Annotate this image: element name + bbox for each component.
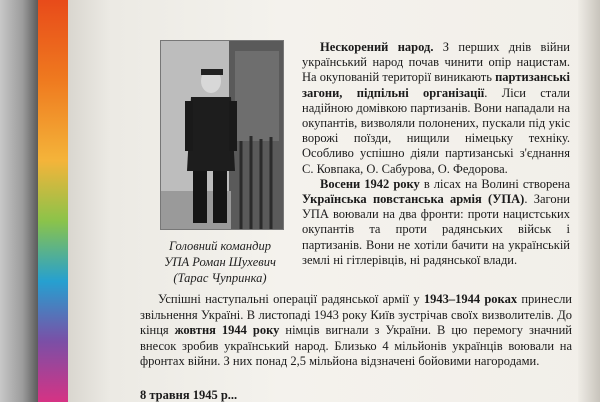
para-emphasis: Восени 1942 року — [320, 176, 420, 191]
para-text: німців вигнали з України. В цю перемогу значний внесок зробив український народ. Близько 4 мільйонів українців воювали на фронтах війни. З них понад 2,5 мільйона відзначені бойовими нагородами. — [140, 323, 572, 369]
para-text: . Загони УПА воювали на два фронти: проти нацистських окупантів та проти радянських військ і партизанів. Вони не хотіли бачити на українській землі ні гітлерівців, ні радянської влади. — [302, 192, 570, 267]
page-right-edge — [578, 0, 600, 402]
paragraph-unconquered-people — [302, 40, 570, 177]
para-heading: Нескорений народ. — [320, 40, 434, 54]
cut-off-line: 8 травня 1945 р... — [140, 388, 238, 402]
para-emphasis: жовтня 1944 року — [174, 323, 280, 338]
portrait-photo — [160, 40, 284, 230]
caption-line: (Тарас Чупринка) — [173, 271, 267, 285]
para-emphasis: Українська повстанська армія (УПА) — [302, 192, 525, 207]
paragraph-liberation — [140, 292, 572, 370]
caption-line: Головний командир — [169, 239, 271, 253]
paragraph-upa — [302, 177, 570, 268]
photo-caption — [140, 238, 300, 286]
left-page-shadow — [0, 0, 38, 402]
para-text: Успішні наступальні операції радянської армії у — [158, 292, 424, 306]
para-emphasis: 1943–1944 роках — [423, 292, 518, 306]
caption-line: УПА Роман Шухевич — [164, 255, 276, 269]
book-spine-color-strip — [38, 0, 68, 402]
para-text: в лісах на Волині створена — [419, 176, 570, 191]
para-text: З перших днів війни український народ почав чинити опір нацистам. На окупованій території виникають — [302, 40, 570, 85]
full-width-text — [140, 292, 572, 370]
right-column-text — [302, 40, 570, 268]
para-emphasis: партизанські загони, підпільні організації — [302, 70, 570, 100]
para-text: принесли звільнення Україні. В листопаді 1943 року Київ зустрічав своїх визволителів. До кінця — [140, 292, 572, 338]
para-text: . Ліси стали надійною домівкою партизанів. Вони нападали на окупантів, визволяли полонених, пускали під укіс ворожі поїзди, нищили німецьку техніку. Особливо успішно діяли партизанські з'єднання С. Ковпака, О. Сабурова, О. Федорова. — [302, 85, 570, 176]
